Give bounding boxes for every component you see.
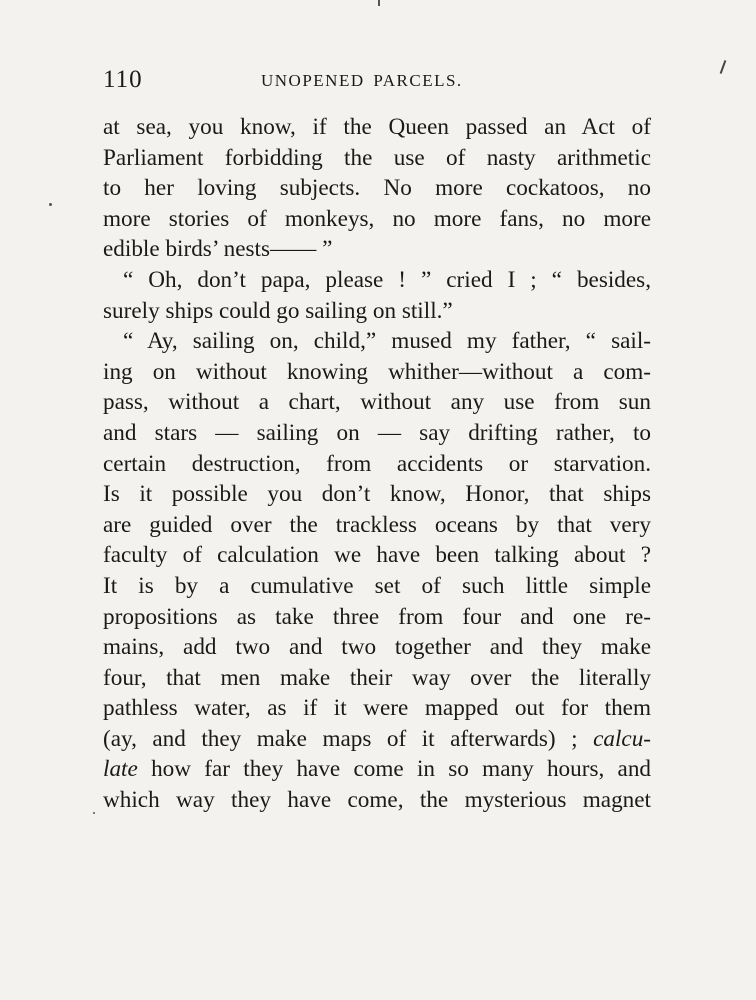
text-line: pass, without a chart, without any use from sun [103, 389, 651, 416]
paper-speck [93, 812, 95, 814]
paper-speck [49, 203, 52, 206]
text-line: to her loving subjects. No more cockatoos, no [103, 175, 651, 202]
text-line: certain destruction, from accidents or starvation. [103, 450, 651, 477]
text-line: and stars — sailing on — say drifting rather, to [103, 419, 651, 446]
text-line: at sea, you know, if the Queen passed an Act of [103, 114, 651, 140]
text-line: more stories of monkeys, no more fans, no more [103, 205, 651, 232]
text-segment: how far they have come in so many hours, and [151, 756, 652, 783]
margin-mark [720, 60, 727, 74]
text-line: “ Ay, sailing on, child,” mused my father, “ sail- [123, 328, 651, 355]
text-line-mixed [103, 724, 651, 755]
body-text [103, 112, 651, 816]
text-line: pathless water, as if it were mapped out for them [103, 695, 651, 722]
page-header [103, 62, 651, 102]
paper-speck [378, 0, 380, 6]
text-line: are guided over the trackless oceans by that very [103, 511, 651, 538]
page-number: 110 [103, 66, 143, 93]
text-line: four, that men make their way over the literally [103, 664, 651, 691]
italic-word: late [103, 756, 138, 783]
italic-word: calcu- [593, 725, 652, 752]
text-line: which way they have come, the mysterious magnet [103, 787, 651, 814]
text-line: “ Oh, don’t papa, please ! ” cried I ; “ besides, [123, 266, 651, 293]
text-segment: (ay, and they make maps of it afterwards) ; [103, 725, 578, 752]
text-line: faculty of calculation we have been talking about ? [103, 542, 651, 569]
running-head: UNOPENED PARCELS. [261, 71, 463, 90]
text-line: ing on without knowing whither—without a com- [103, 358, 651, 385]
text-line: surely ships could go sailing on still.” [103, 297, 453, 324]
text-line: Is it possible you don’t know, Honor, that ships [103, 481, 651, 508]
text-line: It is by a cumulative set of such little simple [103, 572, 651, 599]
text-line: propositions as take three from four and one re- [103, 603, 651, 630]
text-line: edible birds’ nests—— ” [103, 236, 333, 263]
text-line: mains, add two and two together and they make [103, 634, 651, 661]
text-line: Parliament forbidding the use of nasty arithmetic [103, 144, 651, 171]
text-line-mixed [103, 754, 651, 785]
